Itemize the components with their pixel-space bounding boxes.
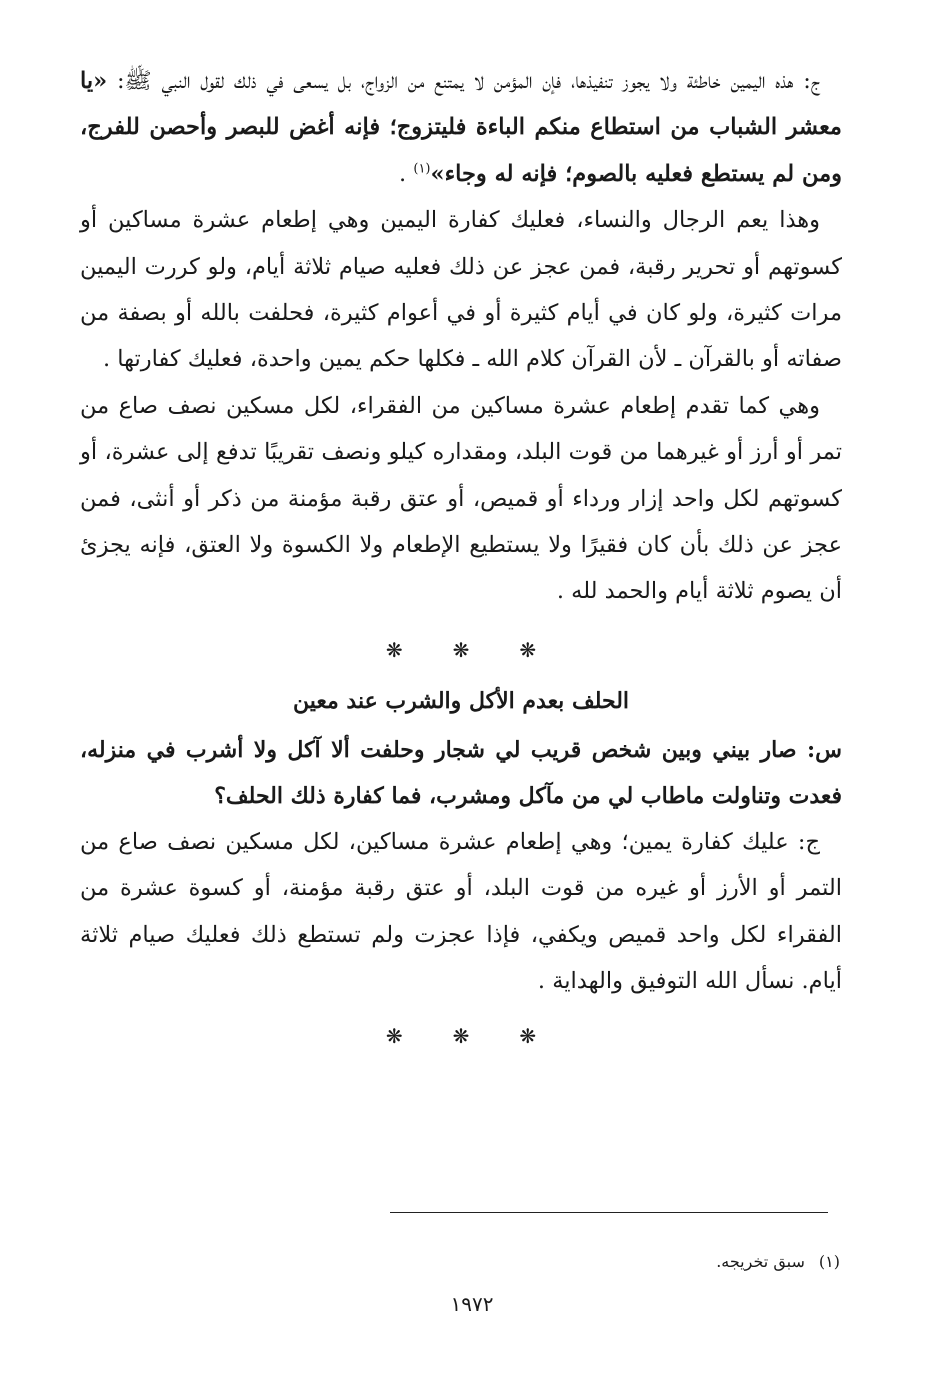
- paragraph-2: وهذا يعم الرجال والنساء، فعليك كفارة اليمين وهي إطعام عشرة مساكين أو كسوتهم أو تحرير رقبة، فمن عجز عن ذلك فعليه صيام ثلاثة أيام، ولو كررت اليمين مرات كثيرة، ولو كان في أيام كثيرة أو في أعوام كثيرة، فحلفت بالله أو بصفة من صفاته أو بالقرآن ـ لأن القرآن كلام الله ـ فكلها حكم يمين واحدة، فعليك كفارتها .: [80, 207, 842, 373]
- separator-star: ❋: [519, 637, 537, 662]
- separator-star: ❋: [452, 1023, 470, 1048]
- section-heading: الحلف بعدم الأكل والشرب عند معين: [292, 687, 630, 714]
- section-separator: [80, 635, 842, 665]
- separator-star: ❋: [385, 637, 403, 662]
- section-separator-end: [80, 1021, 842, 1051]
- answer-1-text: ج: هذه اليمين خاطئة ولا يجوز تنفيذها، فإن المؤمن لا يمتنع من الزواج، بل يسعى في ذلك لقول النبي ﷺ:: [107, 68, 820, 94]
- answer-1-end: .: [399, 160, 414, 187]
- page-body: [80, 58, 842, 1067]
- separator-star: ❋: [452, 637, 470, 662]
- page-number: ١٩٧٢: [450, 1292, 494, 1316]
- separator-star: ❋: [385, 1023, 403, 1048]
- footnote-reference[interactable]: (١): [413, 161, 431, 177]
- footnote-text: سبق تخريجه.: [716, 1252, 805, 1271]
- footnote-divider: [390, 1212, 828, 1213]
- footnote-number: (١): [818, 1252, 840, 1271]
- paragraph-3: وهي كما تقدم إطعام عشرة مساكين من الفقراء، لكل مسكين نصف صاع من تمر أو أرز أو غيرهما من قوت البلد، ومقداره كيلو ونصف تقريبًا تدفع إلى عشرة، أو كسوتهم لكل واحد إزار ورداء أو قميص، أو عتق رقبة مؤمنة من ذكر أو أنثى، فمن عجز عن ذلك بأن كان فقيرًا ولا يستطيع الإطعام ولا الكسوة ولا العتق، فإنه يجزئ أن يصوم ثلاثة أيام والحمد لله .: [80, 392, 842, 605]
- question-paragraph: س: صار بيني وبين شخص قريب لي شجار وحلفت ألا آكل ولا أشرب في منزله، فعدت وتناولت ماطاب لي من مآكل ومشرب، فما كفارة ذلك الحلف؟: [80, 736, 842, 809]
- footnote: [716, 1250, 840, 1274]
- hadith-quote: «يا معشر الشباب من استطاع منكم الباءة فليتزوج؛ فإنه أغض للبصر وأحصن للفرج، ومن لم يستطع فعليه بالصوم؛ فإنه له وجاء»: [80, 68, 842, 187]
- paragraph-answer-1: [80, 58, 842, 197]
- separator-star: ❋: [519, 1023, 537, 1048]
- answer-paragraph: ج: عليك كفارة يمين؛ وهي إطعام عشرة مساكين، لكل مسكين نصف صاع من التمر أو الأرز أو غيره من قوت البلد، أو عتق رقبة مؤمنة، أو كسوة عشرة من الفقراء لكل واحد قميص ويكفي، فإذا عجزت ولم تستطع ذلك فعليك صيام ثلاثة أيام. نسأل الله التوفيق والهداية .: [80, 828, 842, 995]
